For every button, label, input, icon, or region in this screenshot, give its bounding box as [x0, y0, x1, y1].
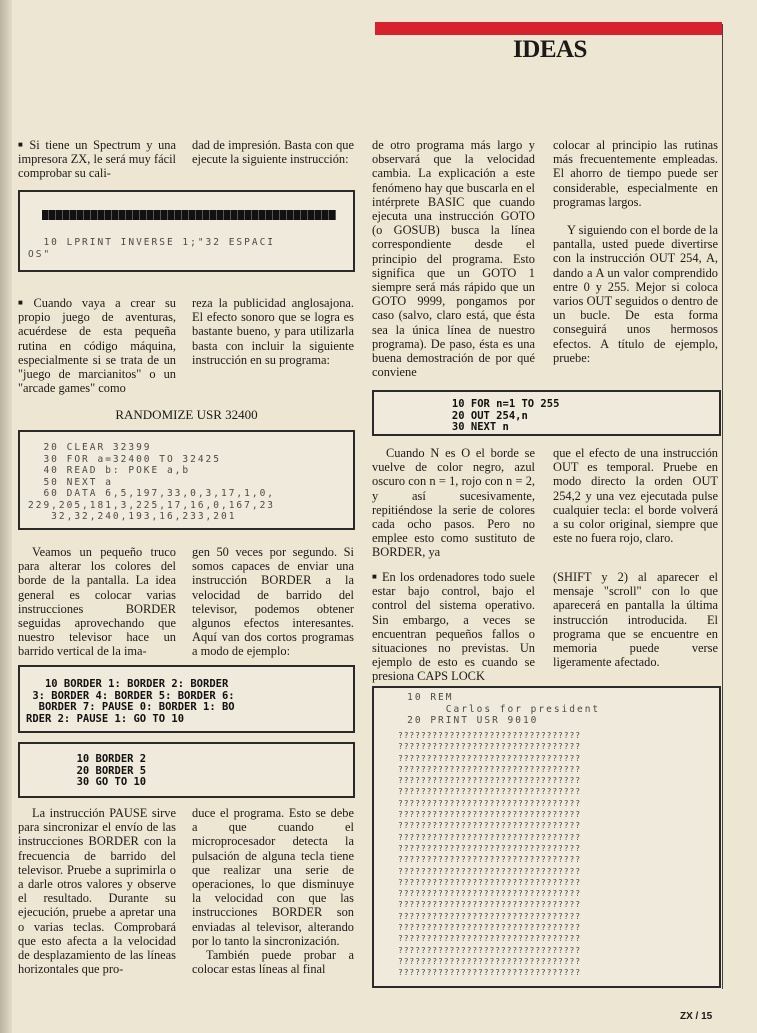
bullet-square-icon: ■ — [18, 140, 26, 149]
border-continuation: gen 50 veces por segundo. Si somos capaces de enviar una instrucción BORDER a la velocidad de barrido del televisor, podemos obtener algunos efectos interesantes. Aquí van dos cortos programas a modo de ejemplo: — [192, 545, 354, 659]
grid-line: ???????????????????????????????? — [398, 753, 581, 763]
column-3-top — [372, 138, 535, 379]
code-box-machine-code — [18, 430, 355, 530]
tip-caps-lock: ■ En los ordenadores todo suele estar bajo control, bajo el control del sistema operativo. Sin embargo, a veces se encuentran pequeños fallos o situaciones no previstas. Un ejemplo de esto es cuando se presiona CAPS LOCK — [372, 570, 535, 684]
pause-continuation: duce el programa. Esto se debe a que cuando el microprocesador detecta la pulsación de alguna tecla tiene que realizar una serie de operaciones, lo que disminuye la velocidad con que las instrucciones BORDER son enviadas al televisor, alterando por lo tanto la sincronización. — [192, 806, 354, 948]
code-lprint: 10 LPRINT INVERSE 1;"32 ESPACI OS" — [28, 237, 276, 260]
goto-explanation: de otro programa más largo y observará que la velocidad cambia. La explicación a este fenómeno hay que buscarla en el intérprete BASIC que cuando ejecuta una instrucción GOTO (o GOSUB) busca la línea correspondiente desde el principio del programa. Esto significa que un GOTO 1 siempre será más rápido que un GOTO 9999, pongamos por caso (salvo, claro está, que ésta sea la única línea de nuestro programa). De paso, ésta es una buena demostración de por qué conviene — [372, 138, 535, 380]
column-3-middle — [372, 446, 535, 560]
code-box-border-program-2 — [18, 742, 355, 798]
column-4-bottom — [553, 570, 718, 669]
grid-line: ???????????????????????????????? — [398, 968, 581, 978]
grid-line: ???????????????????????????????? — [398, 810, 581, 820]
page-folio: ZX / 15 — [680, 1011, 713, 1022]
scroll-message-continuation: (SHIFT y 2) al aparecer el mensaje "scroll" con lo que aparecerá en pantalla la última instrucción introducida. El programa que se encuentre en memoria puede verse ligeramente afectado. — [553, 570, 718, 670]
column-2-middle — [192, 296, 354, 367]
column-4-top — [553, 138, 718, 365]
grid-line: ???????????????????????????????? — [398, 742, 581, 752]
grid-line: ???????????????????????????????? — [398, 956, 581, 966]
grid-line: ???????????????????????????????? — [398, 798, 581, 808]
out-color-explanation: Cuando N es O el borde se vuelve de color negro, azul oscuro con n = 1, rojo con n = 2, y así sucesivamente, repitiéndose la serie de colores cada ocho pasos. Pero no emplee esto como sustituto de BORDER, ya — [372, 446, 535, 560]
out-temporal-explanation: que el efecto de una instrucción OUT es temporal. Pruebe en modo directo la orden OUT 254,2 y una vez ejecutada pulse cualquier tecla: el borde volverá a su color original, siempre que este no fuera rojo, claro. — [553, 446, 718, 546]
randomize-usr-line: RANDOMIZE USR 32400 — [115, 407, 258, 422]
column-1-top — [18, 138, 176, 181]
grid-line: ???????????????????????????????? — [398, 776, 581, 786]
inverse-video-output — [42, 210, 336, 220]
column-1-border — [18, 545, 176, 659]
code-machine-routine: 20 CLEAR 32399 30 FOR a=32400 TO 32425 40 READ b: POKE a,b 50 NEXT a 60 DATA 6,5,197,33,0,3,17,1,0, 229,205,181,3,225,17,16,0,167,23 32,32,240,193,16,233,201 — [28, 442, 276, 522]
tip-border-colors: Veamos un pequeño truco para alterar los colores del borde de la pantalla. La idea general es colocar varias instrucciones BORDER seguidas aprovechando que nuestro televisor hace un barrido vertical de la ima- — [18, 545, 176, 659]
grid-line: ???????????????????????????????? — [398, 866, 581, 876]
column-2-border — [192, 545, 354, 659]
column-1-bottom — [18, 806, 176, 976]
column-1-middle — [18, 296, 176, 395]
tip-adventure-sound: ■ Cuando vaya a crear su propio juego de aventuras, acuérdese de esta pequeña rutina en código máquina, especialmente si se trata de un "juego de marcianitos" o un "arcade games" como — [18, 296, 176, 396]
grid-line: ???????????????????????????????? — [398, 877, 581, 887]
column-2-bottom — [192, 806, 354, 976]
code-out-loop: 10 FOR n=1 TO 255 20 OUT 254,n 30 NEXT n — [451, 398, 560, 433]
grid-line: ???????????????????????????????? — [398, 923, 581, 933]
grid-line: ???????????????????????????????? — [398, 764, 581, 774]
bullet-square-icon: ■ — [18, 298, 30, 307]
section-title: IDEAS — [513, 36, 587, 63]
grid-line: ???????????????????????????????? — [398, 832, 581, 842]
tip-printer-intro: ■ Si tiene un Spectrum y una impresora ZX, le será muy fácil comprobar su cali- — [18, 138, 176, 181]
grid-line: ???????????????????????????????? — [398, 843, 581, 853]
section-color-bar — [375, 22, 722, 35]
code-border-program-1: 10 BORDER 1: BORDER 2: BORDER 3: BORDER 4: BORDER 5: BORDER 6: BORDER 7: PAUSE 0: BORDER 1: BO RDER 2: PAUSE 1: GO TO 10 — [26, 678, 235, 725]
grid-line: ???????????????????????????????? — [398, 855, 581, 865]
adventure-continuation: reza la publicidad anglosajona. El efecto sonoro que se logra es bastante bueno, y para utilizarla basta con incluir la siguiente instrucción en su programa: — [192, 296, 354, 367]
grid-line: ???????????????????????????????? — [398, 731, 581, 740]
code-box-rem-screen — [372, 686, 721, 988]
column-4-middle — [553, 446, 718, 545]
grid-line: ???????????????????????????????? — [398, 911, 581, 921]
printer-continuation: dad de impresión. Basta con que ejecute la siguiente instrucción: — [192, 138, 354, 167]
grid-line: ???????????????????????????????? — [398, 945, 581, 955]
grid-line: ???????????????????????????????? — [398, 821, 581, 831]
grid-line: ???????????????????????????????? — [398, 787, 581, 797]
grid-line: ???????????????????????????????? — [398, 934, 581, 944]
column-2-top — [192, 138, 354, 166]
column-3-bottom — [372, 570, 535, 684]
bullet-square-icon: ■ — [372, 572, 378, 581]
routines-continuation: colocar al principio las rutinas más frecuentemente empleadas. El ahorro de tiempo puede ser considerable, especialmente en programas largos. — [553, 138, 718, 209]
pause-try-line: También puede probar a colocar estas líneas al final — [192, 948, 354, 977]
code-box-lprint — [18, 190, 355, 272]
code-rem-program: 10 REM Carlos for president 20 PRINT USR 9010 — [407, 692, 601, 726]
question-mark-grid — [398, 730, 581, 979]
grid-line: ???????????????????????????????? — [398, 889, 581, 899]
out-instruction-tip: Y siguiendo con el borde de la pantalla, usted puede divertirse con la instrucción OUT 254, A, dando a A un valor comprendido entre 0 y 255. Mejor si coloca varios OUT seguidos o dentro de un bucle. De esta forma conseguirá unos hermosos efectos. A título de ejemplo, pruebe: — [553, 223, 718, 365]
tip-pause: La instrucción PAUSE sirve para sincronizar el envío de las instrucciones BORDER con la frecuencia de barrido del televisor. Pruebe a suprimirla o a darle otros valores y observe el resultado. Durante su ejecución, pruebe a apretar una o varias teclas. Comprobará que esto afecta a la velocidad de desplazamiento de las líneas horizontales que pro- — [18, 806, 176, 977]
code-box-border-program-1 — [18, 665, 355, 733]
code-box-out-loop — [372, 390, 721, 436]
grid-line: ???????????????????????????????? — [398, 900, 581, 910]
page-binding-shadow — [0, 0, 12, 1033]
code-border-program-2: 10 BORDER 2 20 BORDER 5 30 GO TO 10 — [76, 753, 147, 788]
